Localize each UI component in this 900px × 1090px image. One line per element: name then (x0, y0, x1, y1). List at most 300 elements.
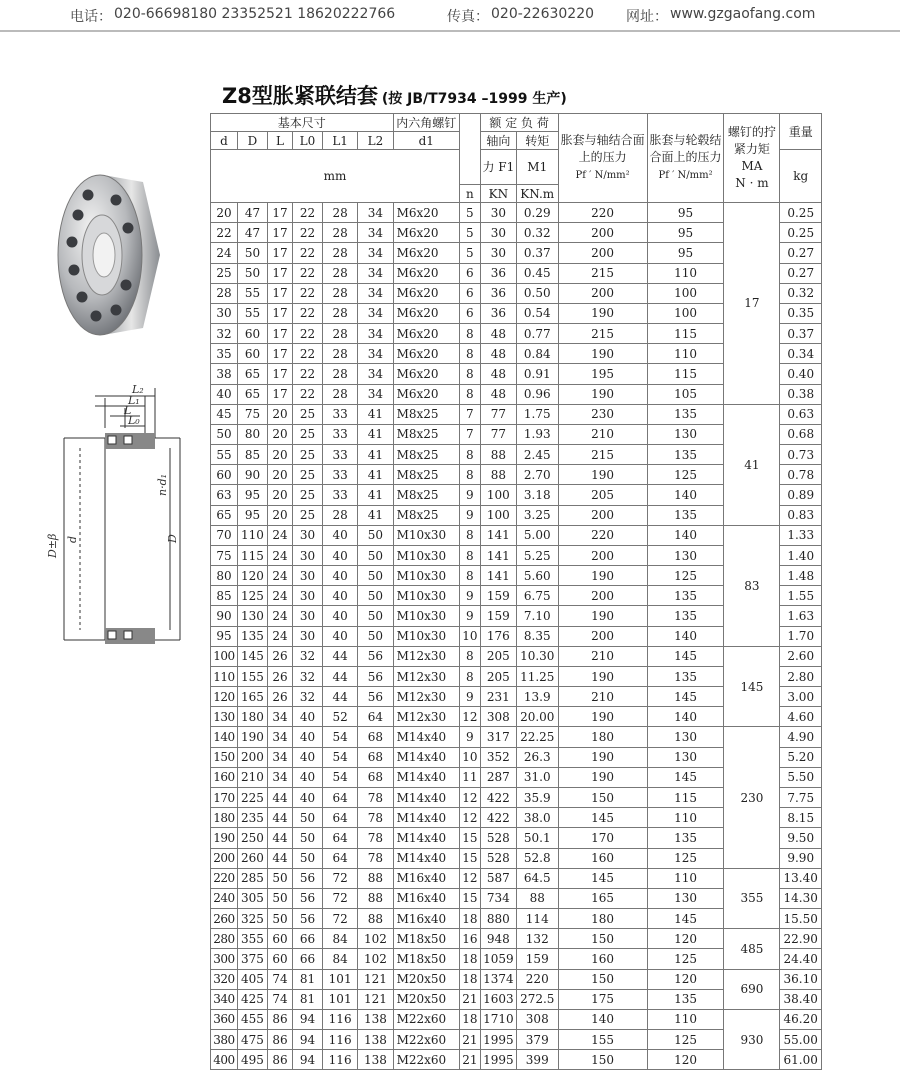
table-cell: 22 (292, 364, 322, 384)
table-cell: 115 (647, 324, 724, 344)
table-cell: 116 (323, 1030, 358, 1050)
table-cell: 50 (358, 566, 393, 586)
table-cell: 47 (237, 203, 267, 223)
table-cell: 18 (459, 969, 480, 989)
table-cell: 110 (211, 666, 238, 686)
table-cell: M6x20 (393, 263, 459, 283)
table-cell: M14x40 (393, 747, 459, 767)
table-cell: 41 (358, 505, 393, 525)
torque-cell: 485 (724, 929, 780, 969)
table-cell: 287 (480, 767, 516, 787)
table-cell: 9 (459, 586, 480, 606)
table-cell: 40 (323, 626, 358, 646)
table-cell: 130 (237, 606, 267, 626)
table-cell: 30 (211, 303, 238, 323)
table-cell: 110 (647, 868, 724, 888)
table-cell: 1.75 (517, 404, 559, 424)
table-cell: 17 (268, 303, 293, 323)
torque-cell: 355 (724, 868, 780, 929)
table-cell: 138 (358, 1030, 393, 1050)
table-cell: 40 (292, 707, 322, 727)
table-cell: 94 (292, 1030, 322, 1050)
table-cell: 190 (211, 828, 238, 848)
table-cell: 272.5 (517, 989, 559, 1009)
header-hex-screw: 内六角螺钉 (393, 114, 459, 132)
table-cell: 100 (647, 303, 724, 323)
torque-cell: 83 (724, 525, 780, 646)
table-cell: 145 (647, 767, 724, 787)
table-cell: 225 (237, 787, 267, 807)
table-cell: 200 (237, 747, 267, 767)
table-cell: 110 (647, 1009, 724, 1029)
table-cell: 25 (292, 445, 322, 465)
table-cell: 40 (323, 545, 358, 565)
coupling-photo (48, 170, 168, 340)
table-cell: M14x40 (393, 808, 459, 828)
table-cell: 140 (647, 525, 724, 545)
unit-kg: kg (780, 150, 822, 203)
table-cell: 10 (459, 747, 480, 767)
table-cell: 34 (358, 223, 393, 243)
weight-cell: 2.60 (780, 646, 822, 666)
table-cell: 190 (558, 606, 647, 626)
table-cell: 63 (211, 485, 238, 505)
torque-cell: 930 (724, 1009, 780, 1070)
table-cell: 200 (211, 848, 238, 868)
table-cell: 17 (268, 203, 293, 223)
table-cell: 44 (323, 687, 358, 707)
table-cell: M8x25 (393, 424, 459, 444)
table-cell: 41 (358, 404, 393, 424)
cross-section-drawing (46, 378, 190, 668)
table-cell: M12x30 (393, 666, 459, 686)
table-cell: M8x25 (393, 505, 459, 525)
weight-cell: 5.50 (780, 767, 822, 787)
table-cell: M16x40 (393, 909, 459, 929)
table-cell: 30 (480, 243, 516, 263)
table-cell: M16x40 (393, 868, 459, 888)
table-cell: 116 (323, 1050, 358, 1070)
label-L1: L₁ (128, 394, 140, 407)
table-cell: M6x20 (393, 324, 459, 344)
table-cell: 135 (647, 828, 724, 848)
table-cell: 24 (268, 566, 293, 586)
table-cell: 115 (647, 787, 724, 807)
table-cell: 215 (558, 445, 647, 465)
table-cell: 56 (358, 646, 393, 666)
table-cell: 35 (211, 344, 238, 364)
table-cell: 32 (292, 666, 322, 686)
table-cell: 48 (480, 384, 516, 404)
table-cell: 400 (211, 1050, 238, 1070)
table-cell: 280 (211, 929, 238, 949)
table-cell: 28 (323, 344, 358, 364)
table-cell: M8x25 (393, 485, 459, 505)
table-cell: 7 (459, 404, 480, 424)
table-cell: 22 (292, 223, 322, 243)
col-d1: d1 (393, 132, 459, 150)
table-cell: 130 (647, 727, 724, 747)
table-cell: 130 (647, 888, 724, 908)
weight-cell: 0.37 (780, 324, 822, 344)
table-cell: 220 (517, 969, 559, 989)
table-cell: 40 (211, 384, 238, 404)
table-cell: 64.5 (517, 868, 559, 888)
table-cell: 160 (211, 767, 238, 787)
table-cell: 17 (268, 364, 293, 384)
table-cell: 325 (237, 909, 267, 929)
table-cell: 20 (268, 505, 293, 525)
weight-cell: 9.50 (780, 828, 822, 848)
table-cell: 175 (558, 989, 647, 1009)
table-cell: 8 (459, 384, 480, 404)
table-cell: 145 (647, 687, 724, 707)
table-cell: 24 (268, 606, 293, 626)
table-cell: 145 (558, 808, 647, 828)
table-cell: M10x30 (393, 626, 459, 646)
table-cell: 22 (292, 303, 322, 323)
table-cell: 40 (292, 767, 322, 787)
table-cell: 17 (268, 263, 293, 283)
table-cell: M6x20 (393, 203, 459, 223)
table-cell: 5 (459, 243, 480, 263)
table-cell: 84 (323, 949, 358, 969)
table-cell: M20x50 (393, 989, 459, 1009)
table-cell: 352 (480, 747, 516, 767)
table-cell: 230 (558, 404, 647, 424)
table-cell: 425 (237, 989, 267, 1009)
table-cell: 880 (480, 909, 516, 929)
table-cell: 34 (268, 707, 293, 727)
table-cell: 180 (558, 909, 647, 929)
weight-cell: 1.70 (780, 626, 822, 646)
table-cell: 2.70 (517, 465, 559, 485)
table-cell: 88 (358, 868, 393, 888)
table-cell: 22 (292, 324, 322, 344)
table-cell: 0.50 (517, 283, 559, 303)
table-cell: 28 (323, 303, 358, 323)
table-cell: 34 (358, 283, 393, 303)
contact-bar (0, 0, 900, 30)
table-cell: 528 (480, 828, 516, 848)
table-cell: 86 (268, 1009, 293, 1029)
table-cell: 50.1 (517, 828, 559, 848)
table-cell: 116 (323, 1009, 358, 1029)
table-cell: 86 (268, 1030, 293, 1050)
table-cell: M22x60 (393, 1030, 459, 1050)
table-cell: 205 (558, 485, 647, 505)
table-cell: 170 (211, 787, 238, 807)
table-cell: 56 (358, 666, 393, 686)
table-cell: 17 (268, 223, 293, 243)
table-cell: 220 (211, 868, 238, 888)
table-cell: 41 (358, 424, 393, 444)
table-cell: 21 (459, 989, 480, 1009)
table-cell: 41 (358, 445, 393, 465)
table-cell: 81 (292, 969, 322, 989)
table-cell: 28 (323, 243, 358, 263)
table-cell: 70 (211, 525, 238, 545)
weight-cell: 0.25 (780, 203, 822, 223)
col-axial: 轴向 (480, 132, 516, 150)
spec-table-body (211, 203, 822, 1070)
table-cell: 190 (558, 707, 647, 727)
table-cell: M18x50 (393, 929, 459, 949)
table-cell: 28 (323, 263, 358, 283)
table-cell: 81 (292, 989, 322, 1009)
table-cell: M20x50 (393, 969, 459, 989)
table-cell: 100 (480, 485, 516, 505)
table-cell: 18 (459, 1009, 480, 1029)
table-cell: M12x30 (393, 707, 459, 727)
table-cell: 30 (292, 566, 322, 586)
table-cell: 15 (459, 828, 480, 848)
table-cell: 220 (558, 525, 647, 545)
table-cell: 60 (268, 929, 293, 949)
table-cell: 20 (211, 203, 238, 223)
table-cell: 422 (480, 808, 516, 828)
table-cell: 64 (323, 848, 358, 868)
table-cell: 34 (268, 747, 293, 767)
table-cell: 20 (268, 465, 293, 485)
weight-cell: 4.90 (780, 727, 822, 747)
weight-cell: 1.63 (780, 606, 822, 626)
table-cell: 77 (480, 424, 516, 444)
table-cell: 40 (292, 747, 322, 767)
table-row (211, 727, 822, 747)
table-cell: 159 (517, 949, 559, 969)
table-cell: 200 (558, 283, 647, 303)
table-cell: 200 (558, 586, 647, 606)
table-cell: 50 (268, 868, 293, 888)
table-cell: 360 (211, 1009, 238, 1029)
table-cell: 120 (647, 969, 724, 989)
torque-cell: 690 (724, 969, 780, 1009)
table-cell: 130 (647, 747, 724, 767)
table-cell: 25 (292, 505, 322, 525)
table-cell: M10x30 (393, 586, 459, 606)
header-weight: 重量 (780, 114, 822, 150)
table-cell: 317 (480, 727, 516, 747)
table-cell: M12x30 (393, 646, 459, 666)
table-cell: 0.84 (517, 344, 559, 364)
table-row (211, 525, 822, 545)
table-cell: 54 (323, 767, 358, 787)
table-cell: 375 (237, 949, 267, 969)
table-cell: 495 (237, 1050, 267, 1070)
weight-cell: 0.40 (780, 364, 822, 384)
header-shaft-pressure: 胀套与轴结合面上的压力 Pf ′ N/mm² (558, 114, 647, 203)
table-cell: 22 (292, 283, 322, 303)
table-cell: 102 (358, 949, 393, 969)
table-cell: 5 (459, 223, 480, 243)
weight-cell: 55.00 (780, 1030, 822, 1050)
table-cell: 22 (292, 384, 322, 404)
table-cell: 95 (237, 485, 267, 505)
table-cell: M22x60 (393, 1009, 459, 1029)
table-cell: 24 (268, 525, 293, 545)
table-cell: 125 (647, 566, 724, 586)
table-cell: 140 (647, 707, 724, 727)
phone-numbers: 020-66698180 23352521 18620222766 (114, 6, 396, 22)
table-cell: 100 (211, 646, 238, 666)
table-cell: 210 (558, 646, 647, 666)
weight-cell: 0.78 (780, 465, 822, 485)
table-cell: 145 (647, 909, 724, 929)
table-cell: 22 (292, 243, 322, 263)
table-cell: 68 (358, 767, 393, 787)
table-cell: 95 (647, 243, 724, 263)
table-cell: M6x20 (393, 303, 459, 323)
table-cell: 22 (211, 223, 238, 243)
table-cell: 948 (480, 929, 516, 949)
table-cell: 150 (558, 929, 647, 949)
table-cell: M14x40 (393, 787, 459, 807)
table-cell: 50 (268, 909, 293, 929)
table-cell: 125 (647, 848, 724, 868)
table-cell: 132 (517, 929, 559, 949)
table-cell: 140 (211, 727, 238, 747)
table-cell: M8x25 (393, 465, 459, 485)
table-cell: 66 (292, 929, 322, 949)
table-cell: 399 (517, 1050, 559, 1070)
table-cell: 50 (237, 263, 267, 283)
table-cell: 72 (323, 868, 358, 888)
table-cell: 120 (647, 929, 724, 949)
table-cell: 528 (480, 848, 516, 868)
table-cell: M10x30 (393, 545, 459, 565)
table-row (211, 646, 822, 666)
table-cell: 94 (292, 1050, 322, 1070)
weight-cell: 0.34 (780, 344, 822, 364)
table-cell: 110 (647, 344, 724, 364)
table-cell: 88 (358, 909, 393, 929)
table-cell: 11.25 (517, 666, 559, 686)
table-cell: 150 (211, 747, 238, 767)
table-cell: 150 (558, 969, 647, 989)
weight-cell: 0.27 (780, 243, 822, 263)
title-standard: (按 JB/T7934 –1999 生产) (381, 91, 567, 107)
weight-cell: 1.40 (780, 545, 822, 565)
table-cell: 105 (647, 384, 724, 404)
table-cell: 159 (480, 606, 516, 626)
table-cell: 3.25 (517, 505, 559, 525)
phone-label: 电话： (70, 9, 112, 25)
table-cell: 88 (480, 445, 516, 465)
table-cell: 180 (211, 808, 238, 828)
table-cell: 205 (480, 646, 516, 666)
weight-cell: 61.00 (780, 1050, 822, 1070)
table-cell: 20.00 (517, 707, 559, 727)
table-cell: 25 (292, 404, 322, 424)
table-cell: 260 (211, 909, 238, 929)
table-cell: 135 (647, 404, 724, 424)
table-cell: 320 (211, 969, 238, 989)
table-cell: 200 (558, 223, 647, 243)
table-cell: 28 (323, 384, 358, 404)
table-cell: M8x25 (393, 404, 459, 424)
col-L: L (268, 132, 293, 150)
table-cell: 34 (358, 344, 393, 364)
weight-cell: 0.38 (780, 384, 822, 404)
table-cell: 210 (558, 687, 647, 707)
table-cell: 55 (237, 303, 267, 323)
weight-cell: 24.40 (780, 949, 822, 969)
website-url[interactable]: www.gzgaofang.com (670, 6, 816, 22)
table-cell: 55 (237, 283, 267, 303)
table-cell: 50 (292, 828, 322, 848)
table-cell: 54 (323, 727, 358, 747)
table-row (211, 404, 822, 424)
table-cell: 50 (358, 525, 393, 545)
weight-cell: 0.35 (780, 303, 822, 323)
table-cell: 36 (480, 263, 516, 283)
weight-cell: 1.48 (780, 566, 822, 586)
table-cell: 125 (647, 949, 724, 969)
table-cell: 33 (323, 424, 358, 444)
table-cell: 21 (459, 1030, 480, 1050)
table-cell: 33 (323, 445, 358, 465)
table-cell: M6x20 (393, 364, 459, 384)
table-cell: 17 (268, 324, 293, 344)
table-cell: 72 (323, 909, 358, 929)
table-cell: M6x20 (393, 223, 459, 243)
table-cell: 48 (480, 324, 516, 344)
table-cell: 77 (480, 404, 516, 424)
table-cell: 101 (323, 989, 358, 1009)
col-axial-f1: 力 F1 (480, 150, 516, 185)
weight-cell: 0.68 (780, 424, 822, 444)
col-L2: L2 (358, 132, 393, 150)
table-cell: 110 (237, 525, 267, 545)
table-cell: 20 (268, 485, 293, 505)
table-cell: 68 (358, 747, 393, 767)
table-cell: 130 (211, 707, 238, 727)
table-cell: 155 (558, 1030, 647, 1050)
torque-cell: 41 (724, 404, 780, 525)
table-cell: 5.00 (517, 525, 559, 545)
table-cell: 84 (323, 929, 358, 949)
label-D: D (166, 534, 179, 543)
table-cell: 78 (358, 828, 393, 848)
table-cell: 190 (558, 566, 647, 586)
table-cell: 24 (268, 545, 293, 565)
weight-cell: 0.63 (780, 404, 822, 424)
table-cell: 165 (558, 888, 647, 908)
weight-cell: 0.27 (780, 263, 822, 283)
weight-cell: 9.90 (780, 848, 822, 868)
weight-cell: 1.55 (780, 586, 822, 606)
table-cell: 85 (237, 445, 267, 465)
table-cell: 10 (459, 626, 480, 646)
weight-cell: 8.15 (780, 808, 822, 828)
table-cell: 0.77 (517, 324, 559, 344)
table-cell: 32 (211, 324, 238, 344)
table-cell: 141 (480, 525, 516, 545)
table-cell: 100 (480, 505, 516, 525)
table-cell: 1603 (480, 989, 516, 1009)
table-cell: 33 (323, 485, 358, 505)
table-cell: 95 (647, 223, 724, 243)
unit-kn: KN (480, 185, 516, 203)
table-cell: 18 (459, 949, 480, 969)
table-cell: 50 (211, 424, 238, 444)
table-cell: 20 (268, 424, 293, 444)
table-cell: 24 (268, 626, 293, 646)
weight-cell: 0.25 (780, 223, 822, 243)
weight-cell: 0.83 (780, 505, 822, 525)
website-label: 网址： (626, 9, 668, 25)
